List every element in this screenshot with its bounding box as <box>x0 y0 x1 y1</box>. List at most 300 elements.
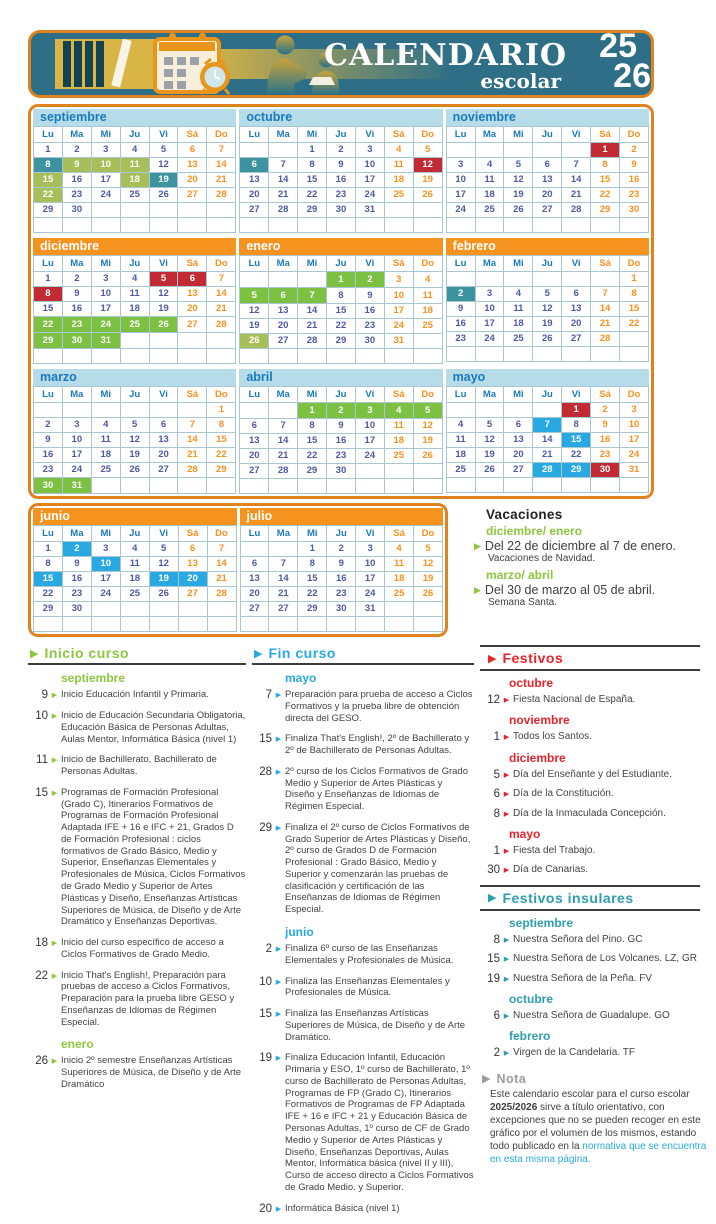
weekday-label: Vi <box>149 387 178 403</box>
day-cell-mayo-22: 22 <box>562 448 591 463</box>
empty-cell <box>207 617 236 632</box>
day-cell-septiembre-2: 2 <box>62 143 91 158</box>
event-text: Programas de Formación Profesional (Grado C), Itinerarios Formativos de Programas de Formación Profesional Adaptada IFE + 16 e IFC + 21, Grados D de Formación Profesional : ciclos formativos de Grado Básico, Medio y Superior, Enseñanzas Elementales y Profesionales de Música, Ciclos Formativos de Grado Medio y Superior de Artes Plásticas y Diseño, Enseñanzas Artísticas Superiores de Música, de Diseño y de Arte Dramático y Enseñanzas Deportivas. <box>61 786 246 928</box>
arrow-icon: ▶ <box>275 736 282 744</box>
day-cell-julio-5: 5 <box>414 542 443 557</box>
weekday-label: Sá <box>385 526 414 542</box>
empty-cell <box>91 218 120 233</box>
month-mayo <box>446 369 649 494</box>
empty-cell <box>475 403 504 418</box>
day-cell-marzo-24: 24 <box>62 463 91 478</box>
month-enero <box>239 238 442 364</box>
day-cell-marzo-27: 27 <box>149 463 178 478</box>
arrow-icon: ▶ <box>51 757 58 765</box>
day-cell-enero-7: 7 <box>298 288 327 304</box>
day-cell-mayo-10: 10 <box>620 418 649 433</box>
day-cell-septiembre-21: 21 <box>207 173 236 188</box>
event-item <box>480 1047 708 1059</box>
empty-cell <box>240 617 269 632</box>
vacaciones-title: Vacaciones <box>486 507 563 522</box>
day-cell-septiembre-20: 20 <box>178 173 207 188</box>
weekday-label: Ju <box>120 526 149 542</box>
month-marzo <box>33 369 236 494</box>
month-title: abril <box>239 369 442 386</box>
day-cell-septiembre-3: 3 <box>91 143 120 158</box>
weekday-label: Do <box>620 256 649 272</box>
weekday-label: Sá <box>178 127 207 143</box>
day-cell-marzo-16: 16 <box>34 448 63 463</box>
day-cell-marzo-8: 8 <box>207 418 236 433</box>
day-cell-diciembre-11: 11 <box>120 287 149 302</box>
day-cell-mayo-9: 9 <box>591 418 620 433</box>
day-cell-febrero-1: 1 <box>620 272 649 287</box>
day-cell-abril-18: 18 <box>384 434 413 449</box>
month-febrero <box>446 238 649 364</box>
event-text: Inicio 2º semestre Enseñanzas Artísticas Superiores de Música, de Diseño y de Arte Dramático <box>61 1055 242 1090</box>
normativa-link[interactable]: normativa que se encuentra en esta misma página. <box>490 1140 707 1165</box>
day-cell-septiembre-1: 1 <box>34 143 63 158</box>
weekday-label: Ma <box>269 256 298 272</box>
weekday-label: Vi <box>149 127 178 143</box>
day-cell-marzo-19: 19 <box>120 448 149 463</box>
day-cell-marzo-5: 5 <box>120 418 149 433</box>
empty-cell <box>620 478 649 493</box>
day-cell-septiembre-26: 26 <box>149 188 178 203</box>
empty-cell <box>504 478 533 493</box>
empty-cell <box>240 218 269 233</box>
event-day: 19 <box>259 1052 272 1065</box>
event-day: 2 <box>265 943 272 956</box>
day-cell-enero-9: 9 <box>355 288 384 304</box>
event-item <box>28 1055 246 1090</box>
day-cell-mayo-25: 25 <box>446 463 475 478</box>
day-cell-enero-3: 3 <box>384 272 413 288</box>
month-table <box>446 126 649 233</box>
day-cell-noviembre-29: 29 <box>591 203 620 218</box>
arrow-icon: ▶ <box>275 824 282 832</box>
event-item <box>480 1010 708 1022</box>
day-cell-octubre-14: 14 <box>269 173 298 188</box>
day-cell-abril-26: 26 <box>413 449 442 464</box>
year-bottom: 26 <box>613 57 651 95</box>
day-cell-febrero-25: 25 <box>504 332 533 347</box>
day-cell-abril-15: 15 <box>298 434 327 449</box>
empty-cell <box>269 542 298 557</box>
empty-cell <box>533 478 562 493</box>
day-cell-octubre-23: 23 <box>327 188 356 203</box>
weekday-label: Mi <box>298 526 327 542</box>
months-grid <box>31 107 651 496</box>
weekday-label: Mi <box>91 127 120 143</box>
event-item <box>252 1008 474 1043</box>
empty-cell <box>207 203 236 218</box>
year-top: 25 <box>599 27 637 65</box>
month-julio <box>240 508 444 632</box>
weekday-label: Vi <box>355 256 384 272</box>
day-cell-junio-12: 12 <box>149 557 178 572</box>
day-cell-julio-10: 10 <box>356 557 385 572</box>
day-cell-octubre-5: 5 <box>413 143 442 158</box>
empty-cell <box>384 349 413 364</box>
arrow-icon: ▶ <box>503 810 510 818</box>
inicio-curso-list <box>28 671 246 1091</box>
day-cell-abril-23: 23 <box>327 449 356 464</box>
day-cell-febrero-5: 5 <box>533 287 562 302</box>
day-cell-diciembre-2: 2 <box>62 272 91 287</box>
day-cell-abril-27: 27 <box>240 464 269 479</box>
empty-cell <box>240 403 269 419</box>
day-cell-febrero-9: 9 <box>446 302 475 317</box>
event-item <box>252 943 474 967</box>
calendar-main-frame <box>28 104 654 499</box>
day-cell-febrero-26: 26 <box>533 332 562 347</box>
day-cell-julio-23: 23 <box>327 587 356 602</box>
empty-cell <box>385 602 414 617</box>
day-cell-marzo-20: 20 <box>149 448 178 463</box>
empty-cell <box>533 218 562 233</box>
day-cell-diciembre-5: 5 <box>149 272 178 287</box>
vacaciones-range <box>474 583 716 597</box>
event-day: 10 <box>259 975 272 988</box>
day-cell-marzo-12: 12 <box>120 433 149 448</box>
empty-cell <box>475 347 504 362</box>
day-cell-febrero-2: 2 <box>446 287 475 302</box>
group-month-label: noviembre <box>509 713 570 728</box>
arrow-icon: ▶ <box>51 1058 58 1066</box>
nota-section <box>480 1072 708 1166</box>
day-cell-octubre-11: 11 <box>384 158 413 173</box>
month-table <box>446 386 649 493</box>
event-item <box>480 864 708 876</box>
day-cell-octubre-31: 31 <box>355 203 384 218</box>
event-day: 22 <box>35 969 48 982</box>
event-item <box>252 1052 474 1193</box>
day-cell-abril-22: 22 <box>298 449 327 464</box>
day-cell-abril-14: 14 <box>269 434 298 449</box>
empty-cell <box>91 617 120 632</box>
fin-curso-header <box>252 645 474 661</box>
arrow-icon: ▶ <box>474 541 481 551</box>
month-table <box>240 525 444 632</box>
day-cell-junio-27: 27 <box>178 587 207 602</box>
empty-cell <box>355 479 384 494</box>
month-noviembre <box>446 109 649 233</box>
day-cell-febrero-24: 24 <box>475 332 504 347</box>
event-text: Día de la Inmaculada Concepción. <box>513 807 666 819</box>
empty-cell <box>475 478 504 493</box>
day-cell-noviembre-28: 28 <box>562 203 591 218</box>
day-cell-marzo-7: 7 <box>178 418 207 433</box>
empty-cell <box>413 349 442 364</box>
weekday-label: Sá <box>178 256 207 272</box>
right-column <box>480 645 708 1224</box>
day-cell-enero-17: 17 <box>384 304 413 319</box>
day-cell-abril-30: 30 <box>327 464 356 479</box>
empty-cell <box>120 403 149 418</box>
empty-cell <box>269 403 298 419</box>
vacaciones-note: Vacaciones de Navidad. <box>488 553 596 564</box>
weekday-label: Sá <box>591 127 620 143</box>
empty-cell <box>562 347 591 362</box>
day-cell-septiembre-9: 9 <box>62 158 91 173</box>
day-cell-junio-16: 16 <box>62 572 91 587</box>
empty-cell <box>533 403 562 418</box>
months-grid-bottom <box>31 506 445 634</box>
event-text: Día de Canarias. <box>513 864 589 876</box>
day-cell-octubre-28: 28 <box>269 203 298 218</box>
month-diciembre <box>33 238 236 364</box>
event-item <box>28 937 246 961</box>
event-day: 15 <box>259 733 272 746</box>
day-cell-noviembre-14: 14 <box>562 173 591 188</box>
nota-text-after: sirve a título orientativo, con excepciones que no se pueden recoger en este gráfico por el volumen de los mismos, estando todo publicado en la <box>490 1101 701 1152</box>
day-cell-septiembre-16: 16 <box>62 173 91 188</box>
weekday-label: Ma <box>475 127 504 143</box>
weekday-label: Mi <box>298 256 327 272</box>
day-cell-junio-20: 20 <box>178 572 207 587</box>
day-cell-junio-25: 25 <box>120 587 149 602</box>
day-cell-enero-12: 12 <box>240 304 269 319</box>
day-cell-febrero-4: 4 <box>504 287 533 302</box>
empty-cell <box>356 617 385 632</box>
day-cell-octubre-1: 1 <box>298 143 327 158</box>
day-cell-enero-19: 19 <box>240 319 269 334</box>
day-cell-febrero-21: 21 <box>591 317 620 332</box>
day-cell-julio-27: 27 <box>240 602 269 617</box>
empty-cell <box>240 479 269 494</box>
day-cell-febrero-6: 6 <box>562 287 591 302</box>
day-cell-noviembre-1: 1 <box>591 143 620 158</box>
group-month-label: enero <box>61 1037 94 1052</box>
day-cell-mayo-15: 15 <box>562 433 591 448</box>
day-cell-junio-30: 30 <box>62 602 91 617</box>
day-cell-diciembre-24: 24 <box>91 317 120 333</box>
day-cell-febrero-3: 3 <box>475 287 504 302</box>
day-cell-julio-30: 30 <box>327 602 356 617</box>
day-cell-abril-12: 12 <box>413 419 442 434</box>
day-cell-septiembre-7: 7 <box>207 143 236 158</box>
day-cell-marzo-6: 6 <box>149 418 178 433</box>
day-cell-septiembre-22: 22 <box>34 188 63 203</box>
page-title: CALENDARIO <box>324 38 567 73</box>
day-cell-junio-29: 29 <box>34 602 63 617</box>
empty-cell <box>207 218 236 233</box>
day-cell-mayo-11: 11 <box>446 433 475 448</box>
empty-cell <box>533 143 562 158</box>
weekday-label: Mi <box>298 127 327 143</box>
day-cell-diciembre-7: 7 <box>207 272 236 287</box>
day-cell-septiembre-10: 10 <box>91 158 120 173</box>
group-month-label: mayo <box>509 826 541 841</box>
empty-cell <box>178 478 207 494</box>
header-banner <box>28 27 654 98</box>
empty-cell <box>562 218 591 233</box>
day-cell-septiembre-11: 11 <box>120 158 149 173</box>
empty-cell <box>149 203 178 218</box>
empty-cell <box>178 617 207 632</box>
empty-cell <box>384 464 413 479</box>
day-cell-mayo-8: 8 <box>562 418 591 433</box>
empty-cell <box>120 617 149 632</box>
day-cell-febrero-11: 11 <box>504 302 533 317</box>
month-title: febrero <box>446 238 649 255</box>
day-cell-febrero-8: 8 <box>620 287 649 302</box>
day-cell-abril-21: 21 <box>269 449 298 464</box>
day-cell-noviembre-19: 19 <box>504 188 533 203</box>
arrow-icon: ▶ <box>474 585 481 595</box>
day-cell-noviembre-5: 5 <box>504 158 533 173</box>
event-item <box>480 934 708 946</box>
day-cell-octubre-22: 22 <box>298 188 327 203</box>
day-cell-abril-11: 11 <box>384 419 413 434</box>
day-cell-diciembre-28: 28 <box>207 317 236 333</box>
weekday-label: Vi <box>355 387 384 403</box>
empty-cell <box>475 272 504 287</box>
event-item <box>480 953 708 965</box>
weekday-label: Lu <box>446 127 475 143</box>
arrow-icon: ▶ <box>275 946 282 954</box>
day-cell-septiembre-12: 12 <box>149 158 178 173</box>
event-item <box>252 822 474 916</box>
day-cell-diciembre-17: 17 <box>91 302 120 317</box>
arrow-icon: ▶ <box>488 892 497 905</box>
day-cell-septiembre-19: 19 <box>149 173 178 188</box>
event-item <box>252 1203 474 1215</box>
vacaciones-range-text: Del 22 de diciembre al 7 de enero. <box>484 539 677 553</box>
day-cell-noviembre-11: 11 <box>475 173 504 188</box>
month-title: diciembre <box>33 238 236 255</box>
event-day: 8 <box>493 807 500 820</box>
day-cell-septiembre-28: 28 <box>207 188 236 203</box>
empty-cell <box>91 403 120 418</box>
empty-cell <box>327 349 356 364</box>
day-cell-febrero-28: 28 <box>591 332 620 347</box>
day-cell-septiembre-29: 29 <box>34 203 63 218</box>
day-cell-mayo-17: 17 <box>620 433 649 448</box>
page <box>0 27 716 1215</box>
weekday-label: Sá <box>384 256 413 272</box>
day-cell-enero-2: 2 <box>355 272 384 288</box>
day-cell-marzo-13: 13 <box>149 433 178 448</box>
empty-cell <box>298 617 327 632</box>
empty-cell <box>269 218 298 233</box>
day-cell-junio-14: 14 <box>207 557 236 572</box>
day-cell-junio-18: 18 <box>120 572 149 587</box>
event-text: Nuestra Señora de Los Volcanes. LZ, GR <box>513 953 697 965</box>
day-cell-enero-25: 25 <box>413 319 442 334</box>
day-cell-diciembre-6: 6 <box>178 272 207 287</box>
group-month-label: febrero <box>509 1029 551 1044</box>
day-cell-julio-7: 7 <box>269 557 298 572</box>
month-table <box>33 525 237 632</box>
day-cell-junio-15: 15 <box>34 572 63 587</box>
event-day: 10 <box>35 710 48 723</box>
festivos-insulares-header <box>480 885 700 911</box>
event-text: Inicio Educación Infantil y Primaria. <box>61 689 209 700</box>
event-day: 15 <box>487 953 500 966</box>
day-cell-julio-18: 18 <box>385 572 414 587</box>
empty-cell <box>298 218 327 233</box>
empty-cell <box>120 602 149 617</box>
day-cell-junio-13: 13 <box>178 557 207 572</box>
weekday-label: Lu <box>446 256 475 272</box>
day-cell-octubre-19: 19 <box>413 173 442 188</box>
day-cell-noviembre-27: 27 <box>533 203 562 218</box>
day-cell-abril-17: 17 <box>355 434 384 449</box>
day-cell-mayo-31: 31 <box>620 463 649 478</box>
empty-cell <box>533 347 562 362</box>
weekday-label: Ju <box>533 387 562 403</box>
empty-cell <box>562 272 591 287</box>
day-cell-julio-29: 29 <box>298 602 327 617</box>
event-text: Inicio de Educación Secundaria Obligatoria, Educación Básica de Personas Adultas, Aulas Mentor, Informática Básica (nivel 1) <box>61 710 246 745</box>
day-cell-marzo-22: 22 <box>207 448 236 463</box>
empty-cell <box>269 272 298 288</box>
empty-cell <box>446 218 475 233</box>
day-cell-mayo-21: 21 <box>533 448 562 463</box>
event-item <box>480 973 708 985</box>
arrow-icon: ▶ <box>275 1011 282 1019</box>
weekday-label: Ju <box>327 387 356 403</box>
vacaciones-period: marzo/ abril <box>486 568 554 582</box>
day-cell-junio-6: 6 <box>178 542 207 557</box>
day-cell-enero-4: 4 <box>413 272 442 288</box>
empty-cell <box>591 272 620 287</box>
day-cell-octubre-4: 4 <box>384 143 413 158</box>
weekday-label: Mi <box>504 127 533 143</box>
day-cell-diciembre-1: 1 <box>34 272 63 287</box>
day-cell-julio-22: 22 <box>298 587 327 602</box>
group-month-label: diciembre <box>509 750 566 765</box>
day-cell-noviembre-10: 10 <box>446 173 475 188</box>
empty-cell <box>207 478 236 494</box>
day-cell-abril-4: 4 <box>384 403 413 419</box>
day-cell-julio-26: 26 <box>414 587 443 602</box>
day-cell-octubre-21: 21 <box>269 188 298 203</box>
day-cell-diciembre-20: 20 <box>178 302 207 317</box>
day-cell-enero-14: 14 <box>298 304 327 319</box>
day-cell-diciembre-10: 10 <box>91 287 120 302</box>
day-cell-julio-24: 24 <box>356 587 385 602</box>
month-title: septiembre <box>33 109 236 126</box>
event-day: 26 <box>35 1055 48 1068</box>
day-cell-febrero-15: 15 <box>620 302 649 317</box>
arrow-icon: ▶ <box>275 1205 282 1213</box>
day-cell-febrero-12: 12 <box>533 302 562 317</box>
day-cell-enero-31: 31 <box>384 334 413 349</box>
event-item <box>252 733 474 757</box>
day-cell-septiembre-24: 24 <box>91 188 120 203</box>
arrow-icon: ▶ <box>503 771 510 779</box>
arrow-icon: ▶ <box>51 692 58 699</box>
inicio-curso-section <box>28 645 246 1224</box>
arrow-icon: ▶ <box>51 972 58 980</box>
day-cell-abril-3: 3 <box>355 403 384 419</box>
month-septiembre <box>33 109 236 233</box>
vacaciones-range-text: Del 30 de marzo al 05 de abril. <box>484 583 656 597</box>
day-cell-diciembre-15: 15 <box>34 302 63 317</box>
event-text: Finaliza el 2º curso de Ciclos Formativos de Grado Superior de Artes Plásticas y Diseño, 2º curso de Grados D de Formación Profesional : Grado Básico, Medio y Superior y comenzarán las pruebas de clasificación y certificación de las Enseñanzas de Idiomas de Régimen Especial. <box>285 821 471 916</box>
day-cell-septiembre-8: 8 <box>34 158 63 173</box>
day-cell-noviembre-17: 17 <box>446 188 475 203</box>
day-cell-septiembre-25: 25 <box>120 188 149 203</box>
empty-cell <box>269 479 298 494</box>
arrow-icon: ▶ <box>503 1012 510 1020</box>
day-cell-mayo-12: 12 <box>475 433 504 448</box>
empty-cell <box>504 347 533 362</box>
event-item <box>252 766 474 813</box>
day-cell-enero-26: 26 <box>240 334 269 349</box>
